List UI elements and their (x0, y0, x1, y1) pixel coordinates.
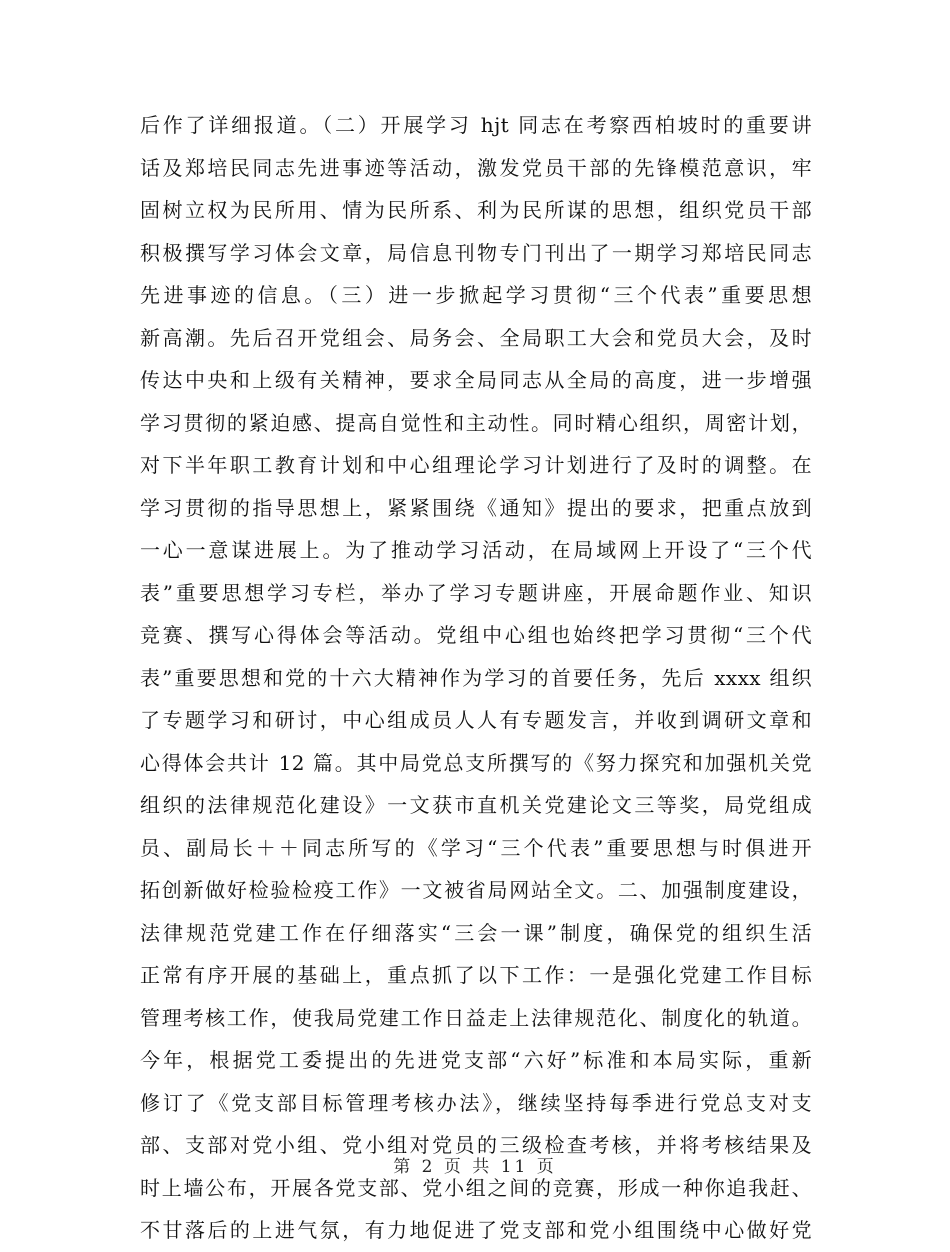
text-line: 新高潮。先后召开党组会、局务会、全局职工大会和党员大会，及时 (140, 325, 812, 350)
page-number: 第 2 页 共 11 页 (393, 1157, 557, 1177)
text-line: 法律规范党建工作在仔细落实“三会一课”制度，确保党的组织生活 (140, 920, 812, 945)
text-line: 时上墙公布，开展各党支部、党小组之间的竞赛，形成一种你追我赶、 (140, 1175, 812, 1200)
text-line: 正常有序开展的基础上，重点抓了以下工作：一是强化党建工作目标 (140, 963, 812, 987)
text-line: 管理考核工作，使我局党建工作日益走上法律规范化、制度化的轨道。 (140, 1005, 812, 1030)
text-line: 对下半年职工教育计划和中心组理论学习计划进行了及时的调整。在 (140, 453, 812, 477)
text-line: 表”重要思想学习专栏，举办了学习专题讲座，开展命题作业、知识 (140, 580, 812, 605)
text-line: 学习贯彻的指导思想上，紧紧围绕《通知》提出的要求，把重点放到 (140, 495, 812, 520)
text-line: 固树立权为民所用、情为民所系、利为民所谋的思想，组织党员干部 (140, 198, 812, 222)
body-text (140, 104, 812, 1252)
text-line: 学习贯彻的紧迫感、提高自觉性和主动性。同时精心组织，周密计划， (140, 410, 812, 435)
text-line: 部、支部对党小组、党小组对党员的三级检查考核，并将考核结果及 (140, 1133, 812, 1157)
text-line: 员、副局长＋＋同志所写的《学习“三个代表”重要思想与时俱进开 (140, 835, 812, 860)
text-line: 不甘落后的上进气氛，有力地促进了党支部和党小组围绕中心做好党 (140, 1218, 812, 1242)
text-line: 一心一意谋进展上。为了推动学习活动，在局域网上开设了“三个代 (140, 538, 812, 562)
text-line: 拓创新做好检验检疫工作》一文被省局网站全文。二、加强制度建设， (140, 878, 812, 902)
text-line: 心得体会共计 12 篇。其中局党总支所撰写的《努力探究和加强机关党 (140, 750, 812, 775)
text-line: 传达中央和上级有关精神，要求全局同志从全局的高度，进一步增强 (140, 368, 812, 392)
text-line: 积极撰写学习体会文章，局信息刊物专门刊出了一期学习郑培民同志 (140, 240, 812, 265)
text-line: 修订了《党支部目标管理考核办法》，继续坚持每季进行党总支对支 (140, 1090, 812, 1115)
text-line: 先进事迹的信息。（三）进一步掀起学习贯彻“三个代表”重要思想 (140, 283, 812, 307)
text-line: 了专题学习和研讨，中心组成员人人有专题发言，并收到调研文章和 (140, 708, 812, 732)
text-line: 组织的法律规范化建设》一文获市直机关党建论文三等奖，局党组成 (140, 793, 812, 817)
text-line: 后作了详细报道。（二）开展学习 hjt 同志在考察西柏坡时的重要讲 (140, 113, 812, 137)
text-line: 话及郑培民同志先进事迹等活动，激发党员干部的先锋模范意识，牢 (140, 155, 812, 180)
text-line: 竞赛、撰写心得体会等活动。党组中心组也始终把学习贯彻“三个代 (140, 623, 812, 647)
text-line: 表”重要思想和党的十六大精神作为学习的首要任务，先后 xxxx 组织 (140, 665, 812, 690)
text-line: 今年，根据党工委提出的先进党支部“六好”标准和本局实际，重新 (140, 1048, 812, 1072)
